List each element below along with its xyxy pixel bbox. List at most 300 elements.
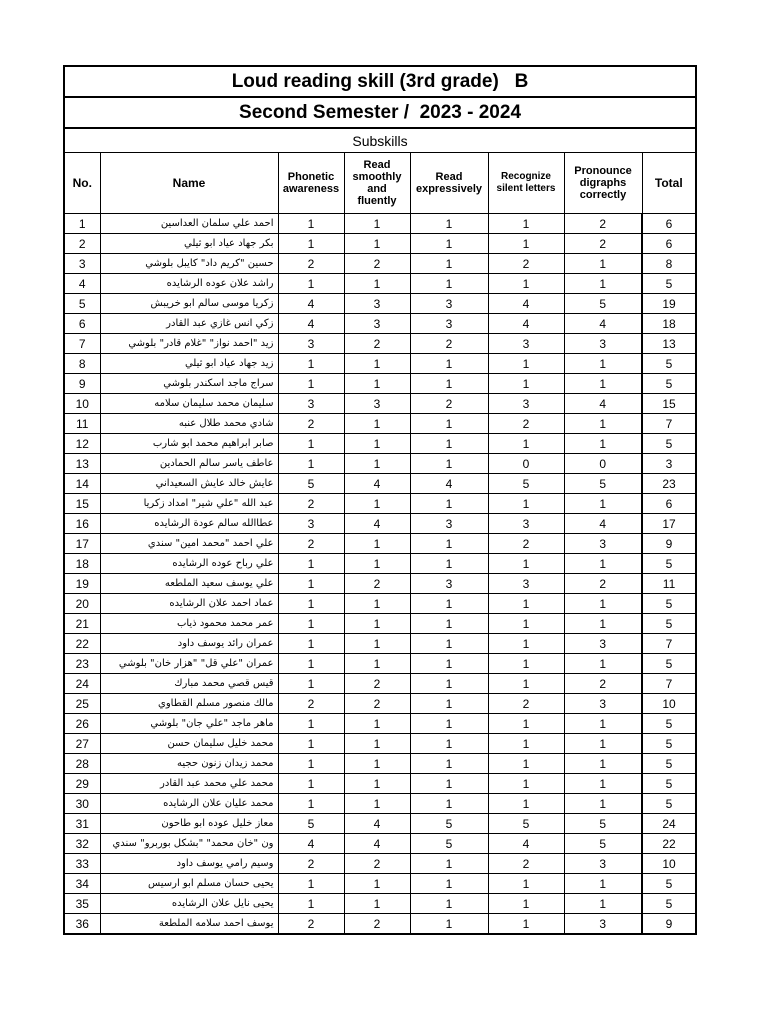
score-cell: 5 [564,474,642,494]
score-cell: 1 [488,434,564,454]
row-number-cell: 28 [64,754,100,774]
row-number-cell: 24 [64,674,100,694]
column-header-line: awareness [282,183,340,195]
score-cell: 1 [344,594,410,614]
score-cell: 1 [488,494,564,514]
table-row [64,574,696,594]
student-name-cell: حسين "كريم داد" كايبل بلوشي [100,254,278,274]
score-cell: 2 [488,854,564,874]
score-cell: 1 [410,734,488,754]
row-number-cell: 17 [64,534,100,554]
row-number-cell: 3 [64,254,100,274]
table-row [64,474,696,494]
total-cell: 9 [642,534,696,554]
score-cell: 3 [278,334,344,354]
score-cell: 2 [278,534,344,554]
score-cell: 2 [344,694,410,714]
score-cell: 3 [278,514,344,534]
score-cell: 5 [410,834,488,854]
sheet-title: Loud reading skill (3rd grade) B [64,66,696,97]
score-cell: 1 [410,654,488,674]
student-name-cell: صابر ابراهيم محمد ابو شارب [100,434,278,454]
score-cell: 2 [344,674,410,694]
score-cell: 1 [564,254,642,274]
score-cell: 1 [488,614,564,634]
score-cell: 1 [278,454,344,474]
student-name-cell: وسيم رامي يوسف داود [100,854,278,874]
score-cell: 1 [410,254,488,274]
score-cell: 3 [344,394,410,414]
score-cell: 1 [344,894,410,914]
row-number-cell: 34 [64,874,100,894]
row-number-cell: 4 [64,274,100,294]
score-cell: 4 [344,834,410,854]
score-cell: 4 [488,834,564,854]
score-cell: 3 [278,394,344,414]
score-cell: 5 [564,294,642,314]
column-header-total: Total [642,153,696,214]
row-number-cell: 1 [64,214,100,234]
total-cell: 15 [642,394,696,414]
score-cell: 1 [488,734,564,754]
score-cell: 4 [278,294,344,314]
table-row [64,394,696,414]
score-cell: 2 [344,334,410,354]
score-cell: 2 [344,254,410,274]
score-cell: 1 [278,374,344,394]
row-number-cell: 7 [64,334,100,354]
column-header-phonetic [278,153,344,214]
score-cell: 1 [344,734,410,754]
score-cell: 1 [278,714,344,734]
score-cell: 1 [344,714,410,734]
row-number-cell: 10 [64,394,100,414]
score-cell: 1 [278,434,344,454]
column-header-line: smoothly [352,171,402,183]
score-cell: 1 [564,434,642,454]
student-name-cell: محمد علي محمد عبد القادر [100,774,278,794]
sheet-subtitle: Second Semester / 2023 - 2024 [64,97,696,128]
score-cell: 2 [488,254,564,274]
table-row [64,494,696,514]
score-cell: 1 [410,874,488,894]
student-name-cell: يحيى نايل علان الرشايده [100,894,278,914]
student-name-cell: زيد "احمد نواز" "غلام قادر" بلوشي [100,334,278,354]
score-cell: 1 [488,274,564,294]
score-cell: 2 [488,414,564,434]
column-header-line: Phonetic [287,171,335,183]
student-name-cell: عبد الله "علي شير" امداد زكريا [100,494,278,514]
table-row [64,214,696,234]
score-cell: 1 [410,374,488,394]
score-cell: 1 [564,374,642,394]
score-cell: 4 [564,394,642,414]
score-cell: 2 [278,494,344,514]
row-number-cell: 9 [64,374,100,394]
score-cell: 1 [344,554,410,574]
score-cell: 1 [278,734,344,754]
score-cell: 1 [278,574,344,594]
score-cell: 1 [344,214,410,234]
row-number-cell: 27 [64,734,100,754]
score-cell: 3 [488,334,564,354]
score-cell: 1 [564,774,642,794]
score-cell: 3 [410,294,488,314]
student-name-cell: علي رباح عوده الرشايده [100,554,278,574]
student-name-cell: عمران "علي قل" "هزار خان" بلوشي [100,654,278,674]
score-cell: 4 [278,314,344,334]
score-cell: 1 [488,654,564,674]
score-cell: 2 [410,334,488,354]
score-cell: 1 [344,434,410,454]
table-row [64,674,696,694]
table-row [64,334,696,354]
total-cell: 13 [642,334,696,354]
score-cell: 3 [564,694,642,714]
score-cell: 1 [410,794,488,814]
score-cell: 2 [488,694,564,714]
score-cell: 3 [564,334,642,354]
score-cell: 3 [410,514,488,534]
total-cell: 8 [642,254,696,274]
student-name-cell: سليمان محمد سليمان سلامه [100,394,278,414]
table-row [64,694,696,714]
score-cell: 5 [488,474,564,494]
score-cell: 1 [344,374,410,394]
row-number-cell: 14 [64,474,100,494]
score-cell: 1 [564,874,642,894]
total-cell: 5 [642,274,696,294]
score-cell: 1 [410,854,488,874]
row-number-cell: 6 [64,314,100,334]
score-cell: 1 [488,794,564,814]
student-name-cell: عاطف ياسر سالم الحمادين [100,454,278,474]
student-name-cell: زكي انس غازي عبد القادر [100,314,278,334]
score-cell: 1 [278,894,344,914]
score-cell: 4 [410,474,488,494]
score-cell: 1 [488,214,564,234]
score-cell: 1 [278,774,344,794]
score-cell: 1 [278,654,344,674]
student-name-cell: سراج ماجد اسكندر بلوشي [100,374,278,394]
score-cell: 1 [410,914,488,935]
student-name-cell: يوسف احمد سلامه الملطعة [100,914,278,935]
row-number-cell: 8 [64,354,100,374]
student-name-cell: زيد جهاد عياد ابو ثيلي [100,354,278,374]
score-cell: 2 [488,534,564,554]
total-cell: 5 [642,874,696,894]
student-name-cell: راشد علان عوده الرشايده [100,274,278,294]
score-cell: 2 [344,854,410,874]
total-cell: 6 [642,494,696,514]
total-cell: 18 [642,314,696,334]
total-cell: 10 [642,694,696,714]
score-cell: 1 [278,554,344,574]
score-cell: 1 [410,634,488,654]
score-cell: 1 [278,614,344,634]
student-name-cell: محمد خليل سليمان حسن [100,734,278,754]
total-cell: 11 [642,574,696,594]
student-name-cell: عمر محمد محمود ذياب [100,614,278,634]
student-name-cell: عماد احمد علان الرشايده [100,594,278,614]
score-cell: 1 [410,354,488,374]
score-cell: 1 [564,614,642,634]
student-name-cell: زكريا موسى سالم ابو خريبش [100,294,278,314]
student-name-cell: محمد عليان علان الرشايده [100,794,278,814]
table-row [64,554,696,574]
table-row [64,274,696,294]
table-row [64,514,696,534]
score-cell: 1 [410,594,488,614]
total-cell: 5 [642,374,696,394]
row-number-cell: 32 [64,834,100,854]
score-cell: 1 [488,774,564,794]
score-cell: 4 [344,814,410,834]
score-cell: 1 [410,274,488,294]
score-cell: 3 [564,634,642,654]
score-cell: 1 [344,414,410,434]
table-row [64,614,696,634]
score-cell: 0 [564,454,642,474]
total-cell: 9 [642,914,696,935]
total-cell: 5 [642,354,696,374]
score-cell: 1 [344,754,410,774]
score-cell: 1 [344,874,410,894]
total-cell: 10 [642,854,696,874]
student-name-cell: احمد علي سلمان العداسين [100,214,278,234]
column-header-line: Pronounce [574,165,632,177]
grade-table [63,65,697,935]
total-cell: 17 [642,514,696,534]
table-row [64,374,696,394]
score-cell: 1 [488,674,564,694]
score-cell: 1 [410,774,488,794]
total-cell: 6 [642,214,696,234]
score-cell: 1 [344,654,410,674]
row-number-cell: 23 [64,654,100,674]
score-cell: 5 [410,814,488,834]
score-cell: 1 [564,494,642,514]
column-header-no: No. [64,153,100,214]
student-name-cell: عمران رائد يوسف داود [100,634,278,654]
score-cell: 1 [410,214,488,234]
table-row [64,314,696,334]
column-header-line: Read [435,171,463,183]
table-row [64,414,696,434]
score-cell: 2 [410,394,488,414]
score-cell: 3 [488,394,564,414]
total-cell: 5 [642,654,696,674]
score-cell: 1 [278,634,344,654]
total-cell: 22 [642,834,696,854]
score-cell: 1 [278,794,344,814]
column-header-line: digraphs [579,177,627,189]
table-row [64,734,696,754]
score-cell: 1 [278,594,344,614]
score-cell: 1 [564,894,642,914]
score-cell: 1 [410,614,488,634]
score-cell: 1 [410,414,488,434]
table-row [64,914,696,935]
score-cell: 1 [488,234,564,254]
total-cell: 24 [642,814,696,834]
score-cell: 3 [410,314,488,334]
score-cell: 1 [344,494,410,514]
score-cell: 1 [344,794,410,814]
total-cell: 3 [642,454,696,474]
score-cell: 1 [564,654,642,674]
column-header-digraphs [564,153,642,214]
row-number-cell: 36 [64,914,100,935]
column-header-line: silent letters [496,183,556,194]
score-cell: 1 [278,234,344,254]
score-cell: 5 [564,834,642,854]
row-number-cell: 29 [64,774,100,794]
table-row [64,534,696,554]
score-cell: 1 [278,874,344,894]
score-cell: 1 [278,754,344,774]
score-cell: 1 [410,694,488,714]
column-header-expressive [410,153,488,214]
score-cell: 1 [278,274,344,294]
score-cell: 1 [344,774,410,794]
score-cell: 5 [488,814,564,834]
score-cell: 1 [564,734,642,754]
column-header-line: correctly [579,189,627,201]
score-cell: 4 [488,314,564,334]
table-row [64,454,696,474]
row-number-cell: 20 [64,594,100,614]
score-cell: 2 [278,854,344,874]
score-cell: 1 [278,214,344,234]
total-cell: 19 [642,294,696,314]
total-cell: 5 [642,594,696,614]
score-cell: 4 [564,314,642,334]
row-number-cell: 21 [64,614,100,634]
total-cell: 6 [642,234,696,254]
score-cell: 1 [488,554,564,574]
row-number-cell: 12 [64,434,100,454]
score-cell: 1 [488,914,564,935]
row-number-cell: 19 [64,574,100,594]
score-cell: 1 [410,674,488,694]
column-header-line: fluently [357,195,397,207]
column-header-line: Recognize [500,171,551,182]
score-cell: 1 [410,494,488,514]
row-number-cell: 26 [64,714,100,734]
table-row [64,634,696,654]
table-row [64,754,696,774]
score-cell: 2 [278,694,344,714]
student-name-cell: مالك منصور مسلم القطاوي [100,694,278,714]
row-number-cell: 35 [64,894,100,914]
table-row [64,774,696,794]
score-cell: 1 [278,674,344,694]
total-cell: 5 [642,554,696,574]
score-cell: 1 [278,354,344,374]
student-name-cell: ماهر ماجد "علي جان" بلوشي [100,714,278,734]
score-cell: 1 [344,634,410,654]
score-cell: 2 [278,254,344,274]
score-cell: 1 [410,234,488,254]
score-cell: 3 [488,574,564,594]
score-cell: 1 [410,754,488,774]
score-cell: 4 [564,514,642,534]
score-cell: 1 [488,374,564,394]
score-cell: 1 [564,794,642,814]
total-cell: 5 [642,774,696,794]
grade-sheet [63,65,695,935]
score-cell: 1 [488,634,564,654]
table-row [64,814,696,834]
score-cell: 1 [344,354,410,374]
score-cell: 3 [564,914,642,935]
student-name-cell: علي احمد "محمد امين" سندي [100,534,278,554]
score-cell: 2 [564,574,642,594]
row-number-cell: 22 [64,634,100,654]
score-cell: 1 [488,594,564,614]
table-row [64,874,696,894]
score-cell: 5 [278,474,344,494]
table-row [64,254,696,274]
score-cell: 3 [564,534,642,554]
student-name-cell: يحيى حسان مسلم ابو ارسيس [100,874,278,894]
table-row [64,654,696,674]
score-cell: 1 [564,714,642,734]
total-cell: 5 [642,714,696,734]
table-row [64,594,696,614]
score-cell: 1 [344,534,410,554]
row-number-cell: 13 [64,454,100,474]
table-row [64,354,696,374]
row-number-cell: 18 [64,554,100,574]
score-cell: 0 [488,454,564,474]
score-cell: 3 [344,314,410,334]
score-cell: 5 [564,814,642,834]
student-name-cell: محمد زيدان زنون حجيه [100,754,278,774]
score-cell: 1 [488,714,564,734]
total-cell: 5 [642,794,696,814]
table-row [64,894,696,914]
table-row [64,234,696,254]
column-header-line: Read [363,159,391,171]
score-cell: 1 [410,894,488,914]
table-row [64,794,696,814]
score-cell: 1 [564,554,642,574]
table-row [64,854,696,874]
total-cell: 5 [642,734,696,754]
total-cell: 5 [642,894,696,914]
score-cell: 1 [564,754,642,774]
row-number-cell: 33 [64,854,100,874]
student-name-cell: معاز خليل عوده ابو طاحون [100,814,278,834]
score-cell: 1 [410,454,488,474]
score-cell: 1 [410,534,488,554]
student-name-cell: شادي محمد طلال عنبه [100,414,278,434]
score-cell: 2 [344,914,410,935]
student-rows [64,214,696,935]
score-cell: 1 [564,354,642,374]
row-number-cell: 15 [64,494,100,514]
student-name-cell: قيس قصي محمد مبارك [100,674,278,694]
score-cell: 1 [344,234,410,254]
total-cell: 7 [642,634,696,654]
row-number-cell: 16 [64,514,100,534]
table-row [64,834,696,854]
column-header-line: expressively [415,183,483,195]
row-number-cell: 5 [64,294,100,314]
score-cell: 3 [488,514,564,534]
